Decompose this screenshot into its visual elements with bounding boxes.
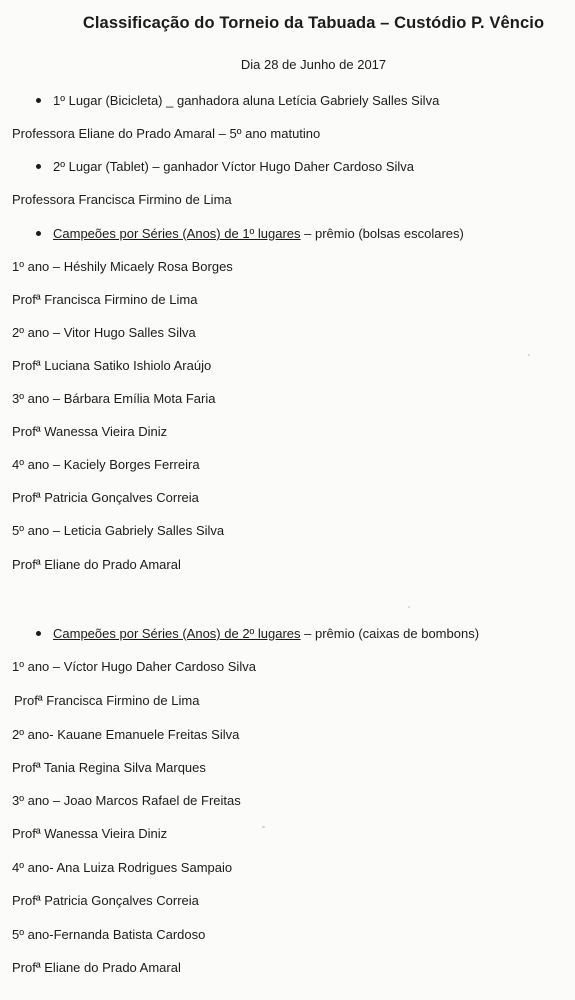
first-place-text: 1º Lugar (Bicicleta) _ ganhadora aluna Letícia Gabriely Salles Silva bbox=[53, 93, 440, 108]
series-second-heading-underlined: Campeões por Séries (Anos) de 2º lugares bbox=[53, 626, 301, 641]
series-first-student-2: 2º ano – Vitor Hugo Salles Silva bbox=[12, 325, 196, 340]
bullet-icon bbox=[36, 231, 41, 236]
series-first-heading-rest: – prêmio (bolsas escolares) bbox=[300, 226, 464, 241]
series-second-teacher-5: Profª Eliane do Prado Amaral bbox=[12, 960, 181, 975]
series-first-teacher-5: Profª Eliane do Prado Amaral bbox=[12, 557, 181, 572]
scan-speck bbox=[408, 606, 410, 608]
series-second-teacher-4: Profª Patricia Gonçalves Correia bbox=[12, 893, 199, 908]
series-second-teacher-2: Profª Tania Regina Silva Marques bbox=[12, 760, 206, 775]
bullet-icon bbox=[36, 98, 41, 103]
series-second-teacher-1: Profª Francisca Firmino de Lima bbox=[14, 693, 200, 708]
first-place-teacher: Professora Eliane do Prado Amaral – 5º ano matutino bbox=[12, 126, 321, 141]
series-first-student-4: 4º ano – Kaciely Borges Ferreira bbox=[12, 457, 200, 472]
series-first-teacher-1: Profª Francisca Firmino de Lima bbox=[12, 292, 198, 307]
series-first-student-1: 1º ano – Héshily Micaely Rosa Borges bbox=[12, 259, 233, 274]
scan-speck bbox=[528, 354, 530, 356]
series-first-teacher-2: Profª Luciana Satiko Ishiolo Araújo bbox=[12, 358, 212, 373]
series-second-student-3: 3º ano – Joao Marcos Rafael de Freitas bbox=[12, 793, 241, 808]
series-first-student-3: 3º ano – Bárbara Emília Mota Faria bbox=[12, 391, 216, 406]
series-second-heading bbox=[36, 626, 479, 641]
series-first-heading-underlined: Campeões por Séries (Anos) de 1º lugares bbox=[53, 226, 301, 241]
document-title: Classificação do Torneio da Tabuada – Custódio P. Vêncio bbox=[82, 14, 545, 32]
scan-speck bbox=[262, 826, 265, 828]
first-place-item bbox=[36, 93, 439, 108]
series-second-heading-rest: – prêmio (caixas de bombons) bbox=[300, 626, 480, 641]
series-second-student-1: 1º ano – Víctor Hugo Daher Cardoso Silva bbox=[12, 659, 256, 674]
series-first-student-5: 5º ano – Leticia Gabriely Salles Silva bbox=[12, 523, 225, 538]
series-first-teacher-3: Profª Wanessa Vieira Diniz bbox=[12, 424, 168, 439]
series-second-student-4: 4º ano- Ana Luiza Rodrigues Sampaio bbox=[12, 860, 233, 875]
second-place-text: 2º Lugar (Tablet) – ganhador Víctor Hugo Daher Cardoso Silva bbox=[53, 159, 415, 174]
series-first-heading bbox=[36, 226, 464, 241]
bullet-icon bbox=[36, 164, 41, 169]
series-first-teacher-4: Profª Patricia Gonçalves Correia bbox=[12, 490, 199, 505]
document-date: Dia 28 de Junho de 2017 bbox=[240, 57, 387, 72]
second-place-teacher: Professora Francisca Firmino de Lima bbox=[12, 192, 232, 207]
series-second-student-2: 2º ano- Kauane Emanuele Freitas Silva bbox=[12, 727, 240, 742]
series-second-teacher-3: Profª Wanessa Vieira Diniz bbox=[12, 826, 168, 841]
bullet-icon bbox=[36, 631, 41, 636]
series-second-student-5: 5º ano-Fernanda Batista Cardoso bbox=[12, 927, 206, 942]
second-place-item bbox=[36, 159, 414, 174]
